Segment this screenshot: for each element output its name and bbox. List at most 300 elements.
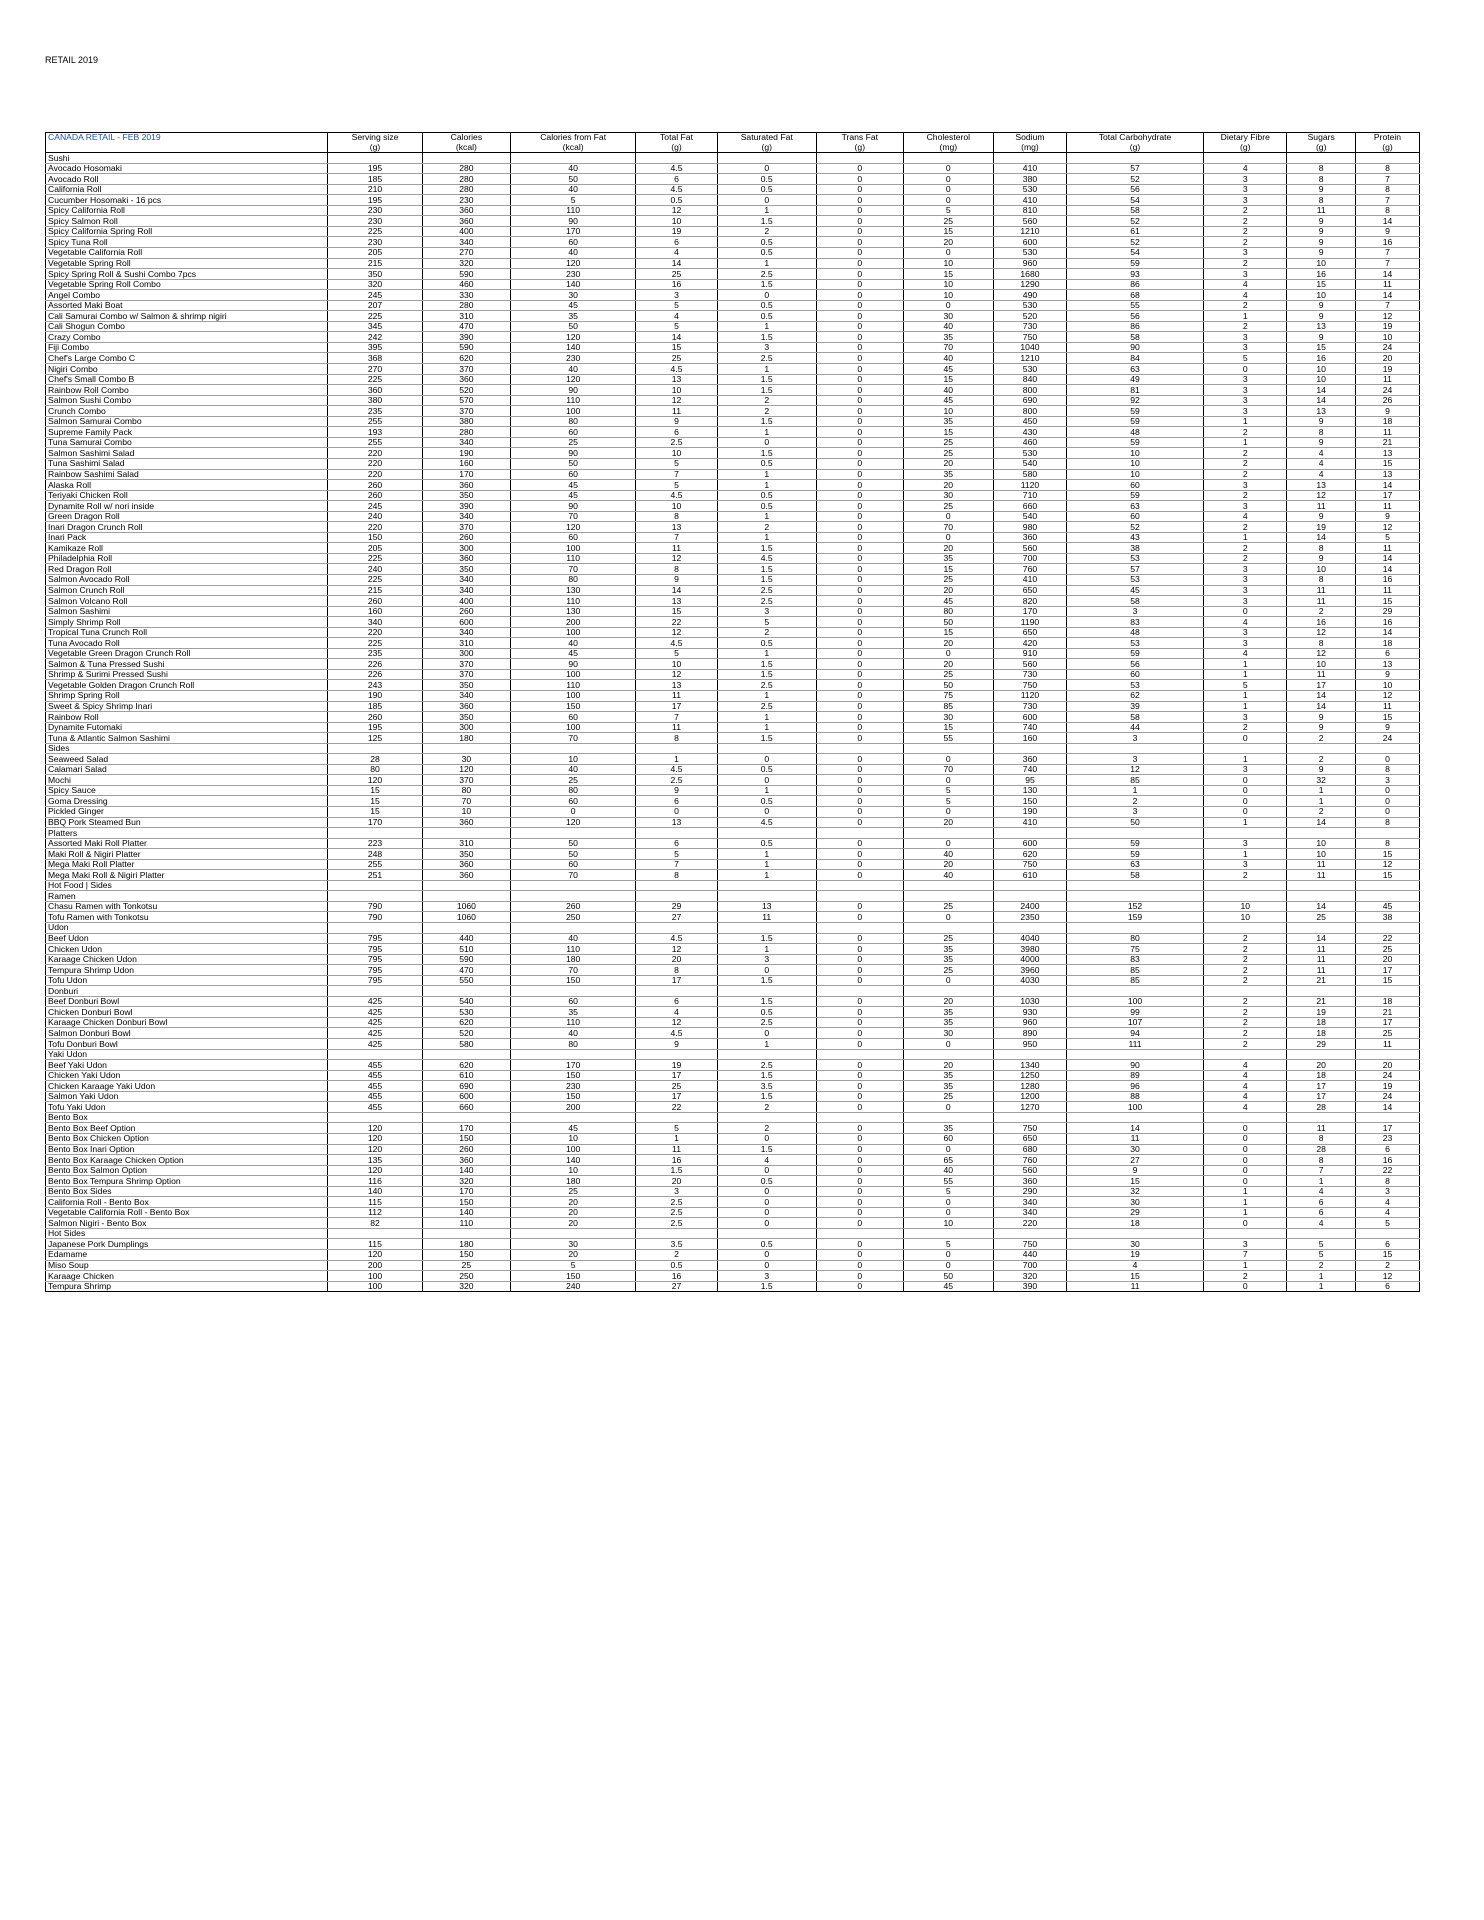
cell-value: 1270 — [993, 1102, 1066, 1113]
cell-value: 1 — [1204, 669, 1287, 680]
cell-value: 0.5 — [717, 638, 816, 649]
cell-value: 30 — [510, 290, 636, 301]
cell-value: 10 — [636, 448, 717, 459]
cell-value — [816, 153, 903, 164]
cell-value — [328, 880, 423, 891]
cell-value: 2 — [717, 522, 816, 533]
cell-value: 4 — [1204, 648, 1287, 659]
cell-value: 35 — [903, 954, 993, 965]
cell-value: 1.5 — [717, 543, 816, 554]
cell-value: 220 — [328, 627, 423, 638]
cell-value: 0 — [816, 1081, 903, 1092]
cell-value: 5 — [636, 849, 717, 860]
cell-value: 10 — [1287, 364, 1356, 375]
cell-value: 5 — [1287, 1249, 1356, 1260]
cell-value: 48 — [1067, 627, 1204, 638]
cell-value: 140 — [510, 279, 636, 290]
cell-value: 350 — [328, 269, 423, 280]
cell-value: 6 — [636, 996, 717, 1007]
cell-value: 0 — [816, 1218, 903, 1229]
cell-value: 83 — [1067, 617, 1204, 628]
cell-value: 360 — [422, 1155, 510, 1166]
cell-value: 455 — [328, 1091, 423, 1102]
cell-value: 2 — [1067, 796, 1204, 807]
cell-value: 25 — [636, 353, 717, 364]
cell-value: 170 — [993, 606, 1066, 617]
cell-value: 350 — [422, 680, 510, 691]
cell-value: 10 — [1287, 838, 1356, 849]
cell-value: 370 — [422, 364, 510, 375]
item-name: Salmon Sashimi — [46, 606, 328, 617]
cell-value: 0.5 — [717, 838, 816, 849]
cell-value: 0 — [816, 754, 903, 765]
cell-value: 0 — [903, 174, 993, 185]
cell-value: 0 — [510, 807, 636, 818]
cell-value: 6 — [636, 174, 717, 185]
item-name: Beef Donburi Bowl — [46, 996, 328, 1007]
section-label: Bento Box — [46, 1112, 328, 1123]
cell-value: 380 — [993, 174, 1066, 185]
cell-value: 1060 — [422, 901, 510, 912]
cell-value: 70 — [510, 564, 636, 575]
table-row — [46, 617, 1420, 628]
cell-value: 1040 — [993, 342, 1066, 353]
cell-value: 19 — [1067, 1249, 1204, 1260]
table-row — [46, 184, 1420, 195]
cell-value: 5 — [903, 785, 993, 796]
cell-value: 3 — [1204, 406, 1287, 417]
cell-value: 0 — [816, 817, 903, 828]
cell-value: 2 — [1287, 754, 1356, 765]
cell-value: 40 — [510, 1028, 636, 1039]
cell-value: 8 — [1355, 1176, 1419, 1187]
cell-value: 890 — [993, 1028, 1066, 1039]
item-name: Dynamite Roll w/ nori inside — [46, 501, 328, 512]
cell-value: 140 — [422, 1165, 510, 1176]
cell-value: 225 — [328, 574, 423, 585]
cell-value: 35 — [903, 1081, 993, 1092]
cell-value: 2.5 — [717, 269, 816, 280]
cell-value: 0 — [717, 965, 816, 976]
cell-value: 10 — [1287, 564, 1356, 575]
cell-value: 3 — [717, 954, 816, 965]
item-name: Vegetable Golden Dragon Crunch Roll — [46, 680, 328, 691]
cell-value: 21 — [1355, 1007, 1419, 1018]
cell-value: 59 — [1067, 406, 1204, 417]
cell-value: 0 — [816, 458, 903, 469]
cell-value: 18 — [1355, 996, 1419, 1007]
cell-value: 30 — [903, 311, 993, 322]
cell-value: 52 — [1067, 216, 1204, 227]
cell-value: 9 — [636, 785, 717, 796]
cell-value: 2.5 — [636, 437, 717, 448]
cell-value: 0 — [816, 648, 903, 659]
cell-value: 560 — [993, 1165, 1066, 1176]
cell-value: 120 — [510, 258, 636, 269]
cell-value: 260 — [328, 596, 423, 607]
cell-value: 0 — [903, 1249, 993, 1260]
table-row — [46, 669, 1420, 680]
cell-value: 125 — [328, 733, 423, 744]
cell-value — [816, 1112, 903, 1123]
cell-value: 226 — [328, 669, 423, 680]
cell-value: 25 — [636, 269, 717, 280]
cell-value: 1.5 — [717, 1070, 816, 1081]
cell-value: 8 — [1355, 205, 1419, 216]
cell-value: 650 — [993, 1133, 1066, 1144]
cell-value: 430 — [993, 427, 1066, 438]
cell-value: 795 — [328, 965, 423, 976]
cell-value: 0 — [816, 659, 903, 670]
cell-value: 15 — [1287, 342, 1356, 353]
cell-value: 100 — [1067, 996, 1204, 1007]
cell-value: 93 — [1067, 269, 1204, 280]
cell-value: 795 — [328, 944, 423, 955]
cell-value: 50 — [510, 321, 636, 332]
cell-value: 54 — [1067, 248, 1204, 259]
cell-value: 320 — [993, 1271, 1066, 1282]
table-row — [46, 1123, 1420, 1134]
cell-value: 40 — [903, 849, 993, 860]
cell-value: 10 — [903, 258, 993, 269]
cell-value: 150 — [510, 1070, 636, 1081]
cell-value: 345 — [328, 321, 423, 332]
cell-value: 225 — [328, 311, 423, 322]
item-name: Mochi — [46, 775, 328, 786]
cell-value: 260 — [328, 480, 423, 491]
cell-value: 50 — [510, 174, 636, 185]
cell-value: 14 — [636, 258, 717, 269]
cell-value: 0.5 — [717, 796, 816, 807]
cell-value: 120 — [328, 775, 423, 786]
cell-value: 0 — [816, 195, 903, 206]
cell-value: 12 — [1355, 311, 1419, 322]
cell-value: 1.5 — [717, 279, 816, 290]
cell-value: 1190 — [993, 617, 1066, 628]
cell-value: 0 — [816, 901, 903, 912]
table-row — [46, 385, 1420, 396]
subsection-header-row — [46, 1049, 1420, 1060]
item-name: Beef Udon — [46, 933, 328, 944]
cell-value: 0.5 — [717, 1007, 816, 1018]
cell-value: 2 — [1204, 954, 1287, 965]
cell-value: 0 — [1204, 1144, 1287, 1155]
cell-value — [636, 153, 717, 164]
cell-value: 2 — [1355, 1260, 1419, 1271]
cell-value: 70 — [903, 522, 993, 533]
cell-value: 120 — [328, 1144, 423, 1155]
cell-value — [328, 1228, 423, 1239]
col-header-serving-size: Serving size — [328, 133, 423, 143]
cell-value: 2.5 — [717, 596, 816, 607]
cell-value: 550 — [422, 975, 510, 986]
item-name: Karaage Chicken Donburi Bowl — [46, 1017, 328, 1028]
col-header-saturated-fat: Saturated Fat — [717, 133, 816, 143]
cell-value: 15 — [1355, 596, 1419, 607]
cell-value — [1287, 743, 1356, 754]
table-row — [46, 1070, 1420, 1081]
cell-value — [1067, 986, 1204, 997]
cell-value: 90 — [510, 659, 636, 670]
table-row — [46, 1102, 1420, 1113]
cell-value: 1 — [1204, 849, 1287, 860]
cell-value: 4.5 — [636, 764, 717, 775]
cell-value: 150 — [422, 1249, 510, 1260]
cell-value: 56 — [1067, 311, 1204, 322]
cell-value: 80 — [510, 1039, 636, 1050]
cell-value: 280 — [422, 163, 510, 174]
table-row — [46, 912, 1420, 923]
cell-value: 260 — [328, 712, 423, 723]
cell-value: 15 — [1355, 849, 1419, 860]
cell-value: 455 — [328, 1102, 423, 1113]
cell-value: 660 — [422, 1102, 510, 1113]
cell-value: 750 — [993, 859, 1066, 870]
cell-value: 6 — [1355, 1281, 1419, 1292]
section-label: Donburi — [46, 986, 328, 997]
cell-value: 3 — [1204, 374, 1287, 385]
cell-value — [636, 891, 717, 902]
cell-value — [422, 828, 510, 839]
cell-value: 10 — [1204, 912, 1287, 923]
cell-value: 9 — [636, 416, 717, 427]
cell-value: 0 — [816, 364, 903, 375]
cell-value: 0 — [903, 912, 993, 923]
cell-value: 3 — [1204, 596, 1287, 607]
cell-value — [422, 880, 510, 891]
cell-value: 8 — [1355, 817, 1419, 828]
cell-value: 5 — [510, 1260, 636, 1271]
cell-value: 1.5 — [717, 385, 816, 396]
cell-value: 215 — [328, 585, 423, 596]
cell-value: 10 — [1287, 258, 1356, 269]
cell-value: 17 — [1355, 1017, 1419, 1028]
cell-value: 25 — [1287, 912, 1356, 923]
cell-value: 210 — [328, 184, 423, 195]
table-row — [46, 1239, 1420, 1250]
cell-value: 12 — [636, 627, 717, 638]
cell-value: 140 — [510, 342, 636, 353]
cell-value: 0 — [816, 205, 903, 216]
cell-value: 205 — [328, 543, 423, 554]
item-name: Fiji Combo — [46, 342, 328, 353]
cell-value: 90 — [510, 385, 636, 396]
cell-value: 12 — [636, 395, 717, 406]
item-name: Green Dragon Roll — [46, 511, 328, 522]
cell-value: 4.5 — [636, 638, 717, 649]
unit-cholesterol: (mg) — [903, 143, 993, 153]
cell-value: 245 — [328, 501, 423, 512]
cell-value: 3 — [1204, 195, 1287, 206]
cell-value: 750 — [993, 332, 1066, 343]
cell-value: 5 — [636, 648, 717, 659]
cell-value: 45 — [510, 1123, 636, 1134]
cell-value: 25 — [422, 1260, 510, 1271]
cell-value — [993, 1112, 1066, 1123]
cell-value: 220 — [993, 1218, 1066, 1229]
cell-value: 2 — [1204, 722, 1287, 733]
table-row — [46, 226, 1420, 237]
cell-value: 560 — [993, 216, 1066, 227]
cell-value: 2 — [1204, 448, 1287, 459]
cell-value: 85 — [1067, 775, 1204, 786]
table-row — [46, 448, 1420, 459]
table-row — [46, 690, 1420, 701]
cell-value: 6 — [636, 838, 717, 849]
cell-value: 17 — [1287, 680, 1356, 691]
cell-value: 390 — [993, 1281, 1066, 1292]
cell-value: 9 — [1355, 669, 1419, 680]
cell-value: 620 — [422, 1060, 510, 1071]
cell-value: 450 — [993, 416, 1066, 427]
cell-value: 0 — [816, 480, 903, 491]
cell-value: 35 — [903, 1123, 993, 1134]
cell-value: 32 — [1287, 775, 1356, 786]
cell-value: 0 — [903, 648, 993, 659]
table-row — [46, 754, 1420, 765]
cell-value — [1287, 880, 1356, 891]
table-row — [46, 944, 1420, 955]
cell-value: 0 — [717, 1133, 816, 1144]
cell-value: 360 — [422, 870, 510, 881]
cell-value: 0 — [816, 1144, 903, 1155]
cell-value: 9 — [1287, 226, 1356, 237]
cell-value: 3 — [1204, 859, 1287, 870]
cell-value: 32 — [1067, 1186, 1204, 1197]
cell-value: 4 — [1287, 469, 1356, 480]
cell-value: 90 — [510, 501, 636, 512]
cell-value: 650 — [993, 585, 1066, 596]
item-name: Mega Maki Roll & Nigiri Platter — [46, 870, 328, 881]
cell-value: 90 — [1067, 342, 1204, 353]
cell-value: 650 — [993, 627, 1066, 638]
cell-value: 58 — [1067, 712, 1204, 723]
item-name: Tuna Samurai Combo — [46, 437, 328, 448]
item-name: Spicy California Spring Roll — [46, 226, 328, 237]
cell-value: 530 — [422, 1007, 510, 1018]
cell-value: 12 — [636, 205, 717, 216]
cell-value: 180 — [422, 733, 510, 744]
cell-value: 0 — [816, 416, 903, 427]
cell-value: 2.5 — [717, 353, 816, 364]
cell-value: 120 — [328, 1133, 423, 1144]
table-row — [46, 1144, 1420, 1155]
cell-value: 14 — [1287, 385, 1356, 396]
table-row — [46, 1017, 1420, 1028]
cell-value — [816, 880, 903, 891]
cell-value: 159 — [1067, 912, 1204, 923]
subsection-header-row — [46, 1228, 1420, 1239]
cell-value: 0 — [816, 1186, 903, 1197]
cell-value: 60 — [903, 1133, 993, 1144]
cell-value: 0 — [1204, 1155, 1287, 1166]
table-row — [46, 522, 1420, 533]
cell-value: 20 — [636, 954, 717, 965]
cell-value: 4 — [1287, 1186, 1356, 1197]
cell-value: 1.5 — [717, 1281, 816, 1292]
cell-value: 0 — [903, 807, 993, 818]
cell-value: 1030 — [993, 996, 1066, 1007]
table-row — [46, 458, 1420, 469]
cell-value — [717, 880, 816, 891]
cell-value: 9 — [1355, 511, 1419, 522]
table-row — [46, 596, 1420, 607]
table-row — [46, 1155, 1420, 1166]
cell-value: 380 — [422, 416, 510, 427]
cell-value: 0 — [717, 1207, 816, 1218]
cell-value: 0 — [903, 163, 993, 174]
cell-value: 14 — [1355, 553, 1419, 564]
table-row — [46, 1165, 1420, 1176]
cell-value: 1 — [717, 859, 816, 870]
item-name: Chef's Small Combo B — [46, 374, 328, 385]
cell-value — [1204, 743, 1287, 754]
cell-value — [903, 1228, 993, 1239]
cell-value: 310 — [422, 838, 510, 849]
cell-value: 280 — [422, 300, 510, 311]
cell-value: 0 — [816, 944, 903, 955]
cell-value: 40 — [510, 933, 636, 944]
cell-value: 0 — [816, 163, 903, 174]
cell-value: 680 — [993, 1144, 1066, 1155]
item-name: Assorted Maki Boat — [46, 300, 328, 311]
cell-value: 112 — [328, 1207, 423, 1218]
cell-value: 207 — [328, 300, 423, 311]
cell-value: 28 — [328, 754, 423, 765]
cell-value: 4 — [636, 1007, 717, 1018]
item-name: Vegetable Spring Roll Combo — [46, 279, 328, 290]
cell-value: 170 — [328, 817, 423, 828]
cell-value: 20 — [636, 1176, 717, 1187]
cell-value: 370 — [422, 406, 510, 417]
cell-value: 1 — [717, 785, 816, 796]
cell-value: 320 — [422, 258, 510, 269]
cell-value: 580 — [993, 469, 1066, 480]
cell-value: 120 — [510, 332, 636, 343]
cell-value: 340 — [993, 1197, 1066, 1208]
cell-value: 17 — [636, 1091, 717, 1102]
cell-value: 20 — [510, 1249, 636, 1260]
item-name: California Roll — [46, 184, 328, 195]
cell-value: 215 — [328, 258, 423, 269]
cell-value: 150 — [422, 1197, 510, 1208]
cell-value: 2 — [1204, 1271, 1287, 1282]
cell-value: 55 — [903, 733, 993, 744]
table-row — [46, 416, 1420, 427]
cell-value: 83 — [1067, 954, 1204, 965]
cell-value: 2 — [1204, 1017, 1287, 1028]
cell-value: 53 — [1067, 638, 1204, 649]
cell-value: 750 — [993, 680, 1066, 691]
cell-value: 2 — [1204, 975, 1287, 986]
cell-value: 150 — [510, 701, 636, 712]
cell-value: 0 — [903, 532, 993, 543]
cell-value: 340 — [422, 574, 510, 585]
cell-value: 390 — [422, 501, 510, 512]
cell-value: 0 — [816, 933, 903, 944]
cell-value: 460 — [993, 437, 1066, 448]
cell-value: 15 — [903, 627, 993, 638]
item-name: Chef's Large Combo C — [46, 353, 328, 364]
cell-value: 1060 — [422, 912, 510, 923]
cell-value: 2400 — [993, 901, 1066, 912]
cell-value: 0.5 — [636, 1260, 717, 1271]
table-row — [46, 332, 1420, 343]
cell-value: 370 — [422, 659, 510, 670]
cell-value: 340 — [328, 617, 423, 628]
table-row — [46, 300, 1420, 311]
cell-value: 7 — [636, 712, 717, 723]
